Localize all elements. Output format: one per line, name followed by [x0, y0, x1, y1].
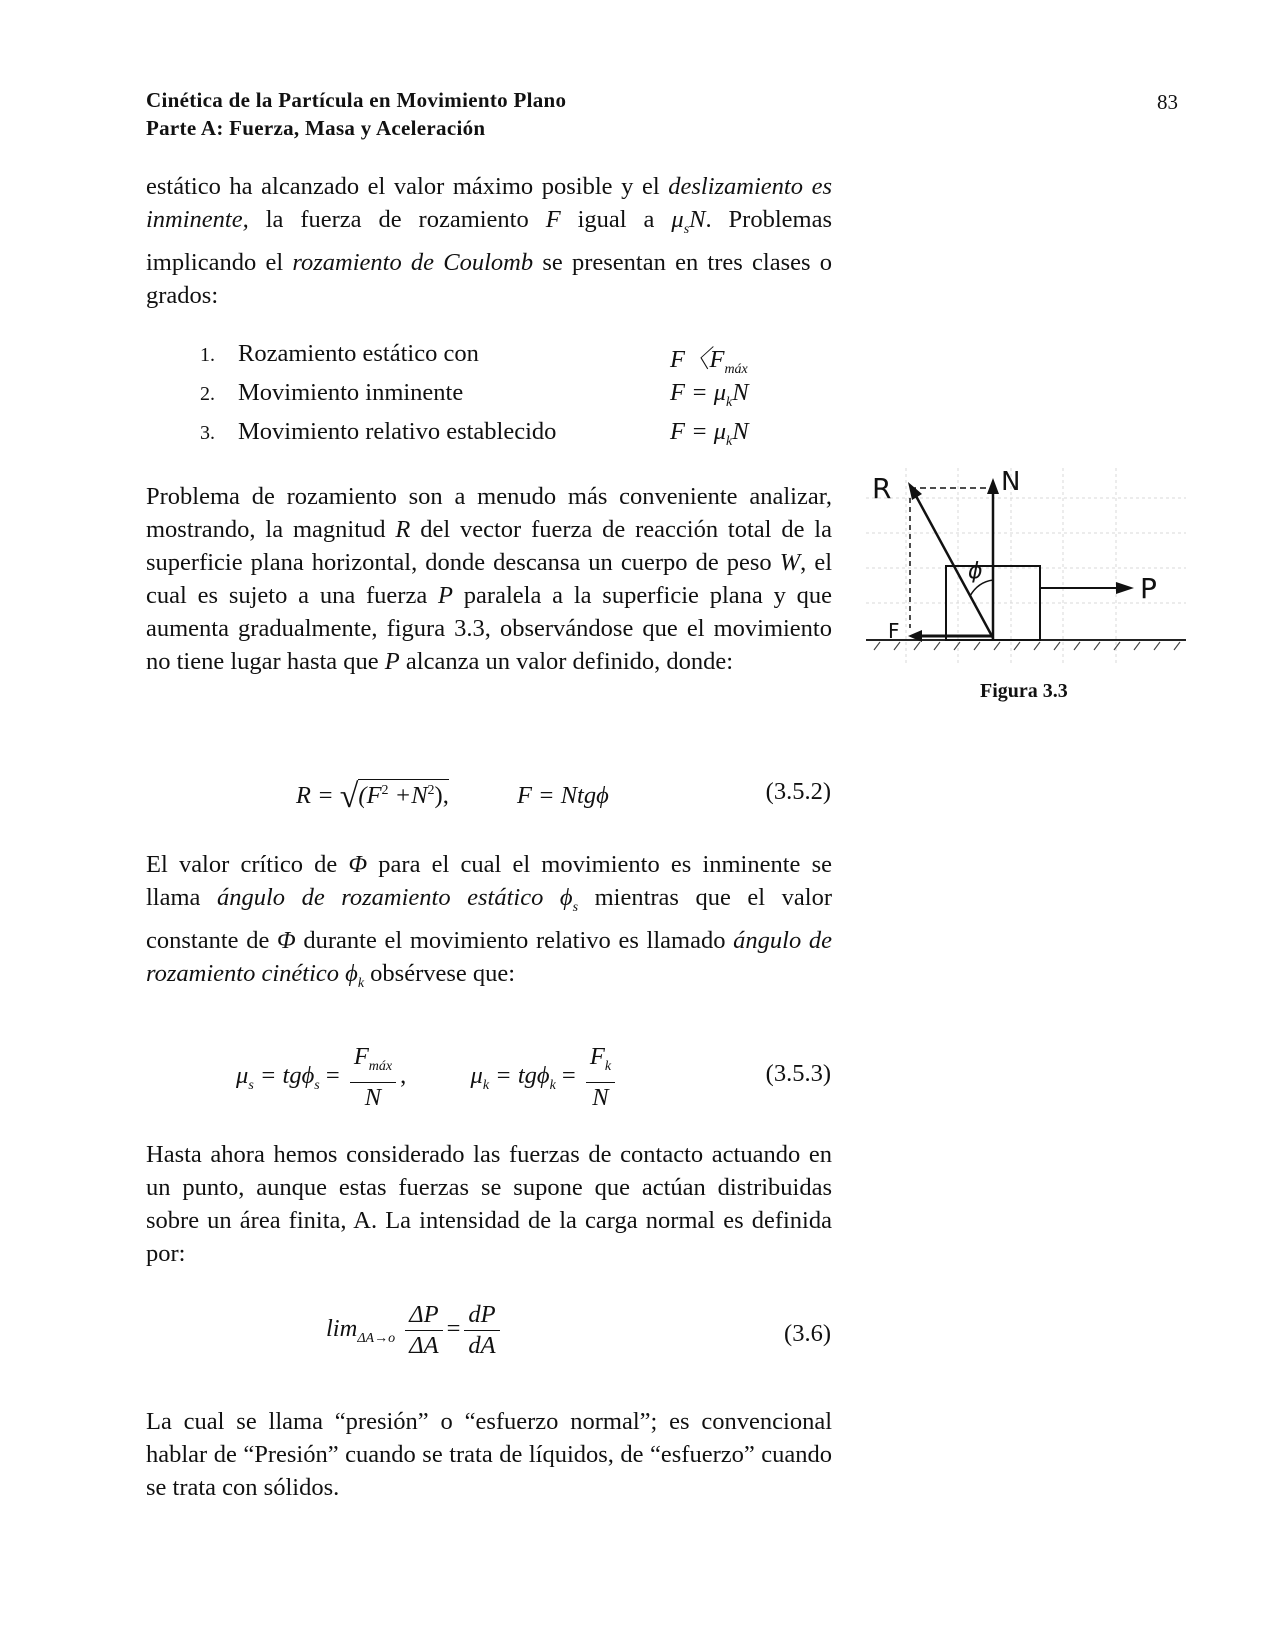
figure-3-3-diagram [866, 468, 1186, 668]
paragraph-2: Problema de rozamiento son a menudo más conveniente analizar, mostrando, la magnitud R del vector fuerza de reacción total de la superficie plana horizontal, donde descansa un cuerpo de peso W, el cual es sujeto a una fuerza P paralela a la superficie plana y que aumenta gradualmente, figura 3.3, observándose que el movimiento no tiene lugar hasta que P alcanza un valor definido, donde: [146, 483, 832, 675]
equation-number-3-6: (3.6) [784, 1320, 831, 1347]
page-number: 83 [1157, 90, 1178, 114]
paragraph-4: Hasta ahora hemos considerado las fuerzas de contacto actuando en un punto, aunque estas fuerzas se supone que actúan distribuidas sobre un área finita, A. La intensidad de la carga normal es definida por: [146, 1141, 832, 1267]
equation-3-5-2: $R = √(F^2 +N^2)$, F = Ntgϕ [296, 778, 609, 815]
equation-number-3-5-2: (3.5.2) [765, 778, 831, 805]
paragraph-5: La cual se llama “presión” o “esfuerzo normal”; es convencional hablar de “Presión” cuando se trata de líquidos, de “esfuerzo” cuando se trata con sólidos. [146, 1408, 832, 1501]
equation-number-3-5-3: (3.5.3) [765, 1060, 831, 1087]
equation-3-6: $\lim_{\Delta A\to o}$ $\frac{\Delta P}{\Delta A}$ = $\frac{dP}{dA}$ [326, 1300, 504, 1361]
figure-label-p: P [1140, 572, 1157, 605]
equation-3-5-3: $\mu_s = tg\phi_s$ = $\frac{F_{máx}}{N}$ , $\mu_k = tg\phi_k$ = $\frac{F_k}{N}$ [236, 1042, 619, 1113]
figure-label-r: R [872, 472, 892, 505]
paragraph-3: El valor crítico de Φ para el cual el movimiento es inminente se llama ángulo de rozamiento estático $\phi_s$ mientras que el valor constante de Φ durante el movimiento relativo es llamado ángulo de rozamiento cinético $\phi_k$ obsérvese que: [146, 851, 832, 991]
figure-label-f: F [888, 619, 900, 643]
figure-caption: Figura 3.3 [980, 680, 1068, 702]
running-header-title: Cinética de la Partícula en Movimiento Plano [146, 88, 567, 112]
figure-label-n: N [1001, 468, 1021, 497]
figure-label-phi: ϕ [968, 559, 983, 584]
paragraph-1: estático ha alcanzado el valor máximo posible y el deslizamiento es inminente, la fuerza de rozamiento F igual a $\mu_sN$. Problemas implicando el rozamiento de Coulomb se presentan en tres clases o grados: [146, 173, 832, 309]
running-header-subtitle: Parte A: Fuerza, Masa y Aceleración [146, 116, 486, 140]
